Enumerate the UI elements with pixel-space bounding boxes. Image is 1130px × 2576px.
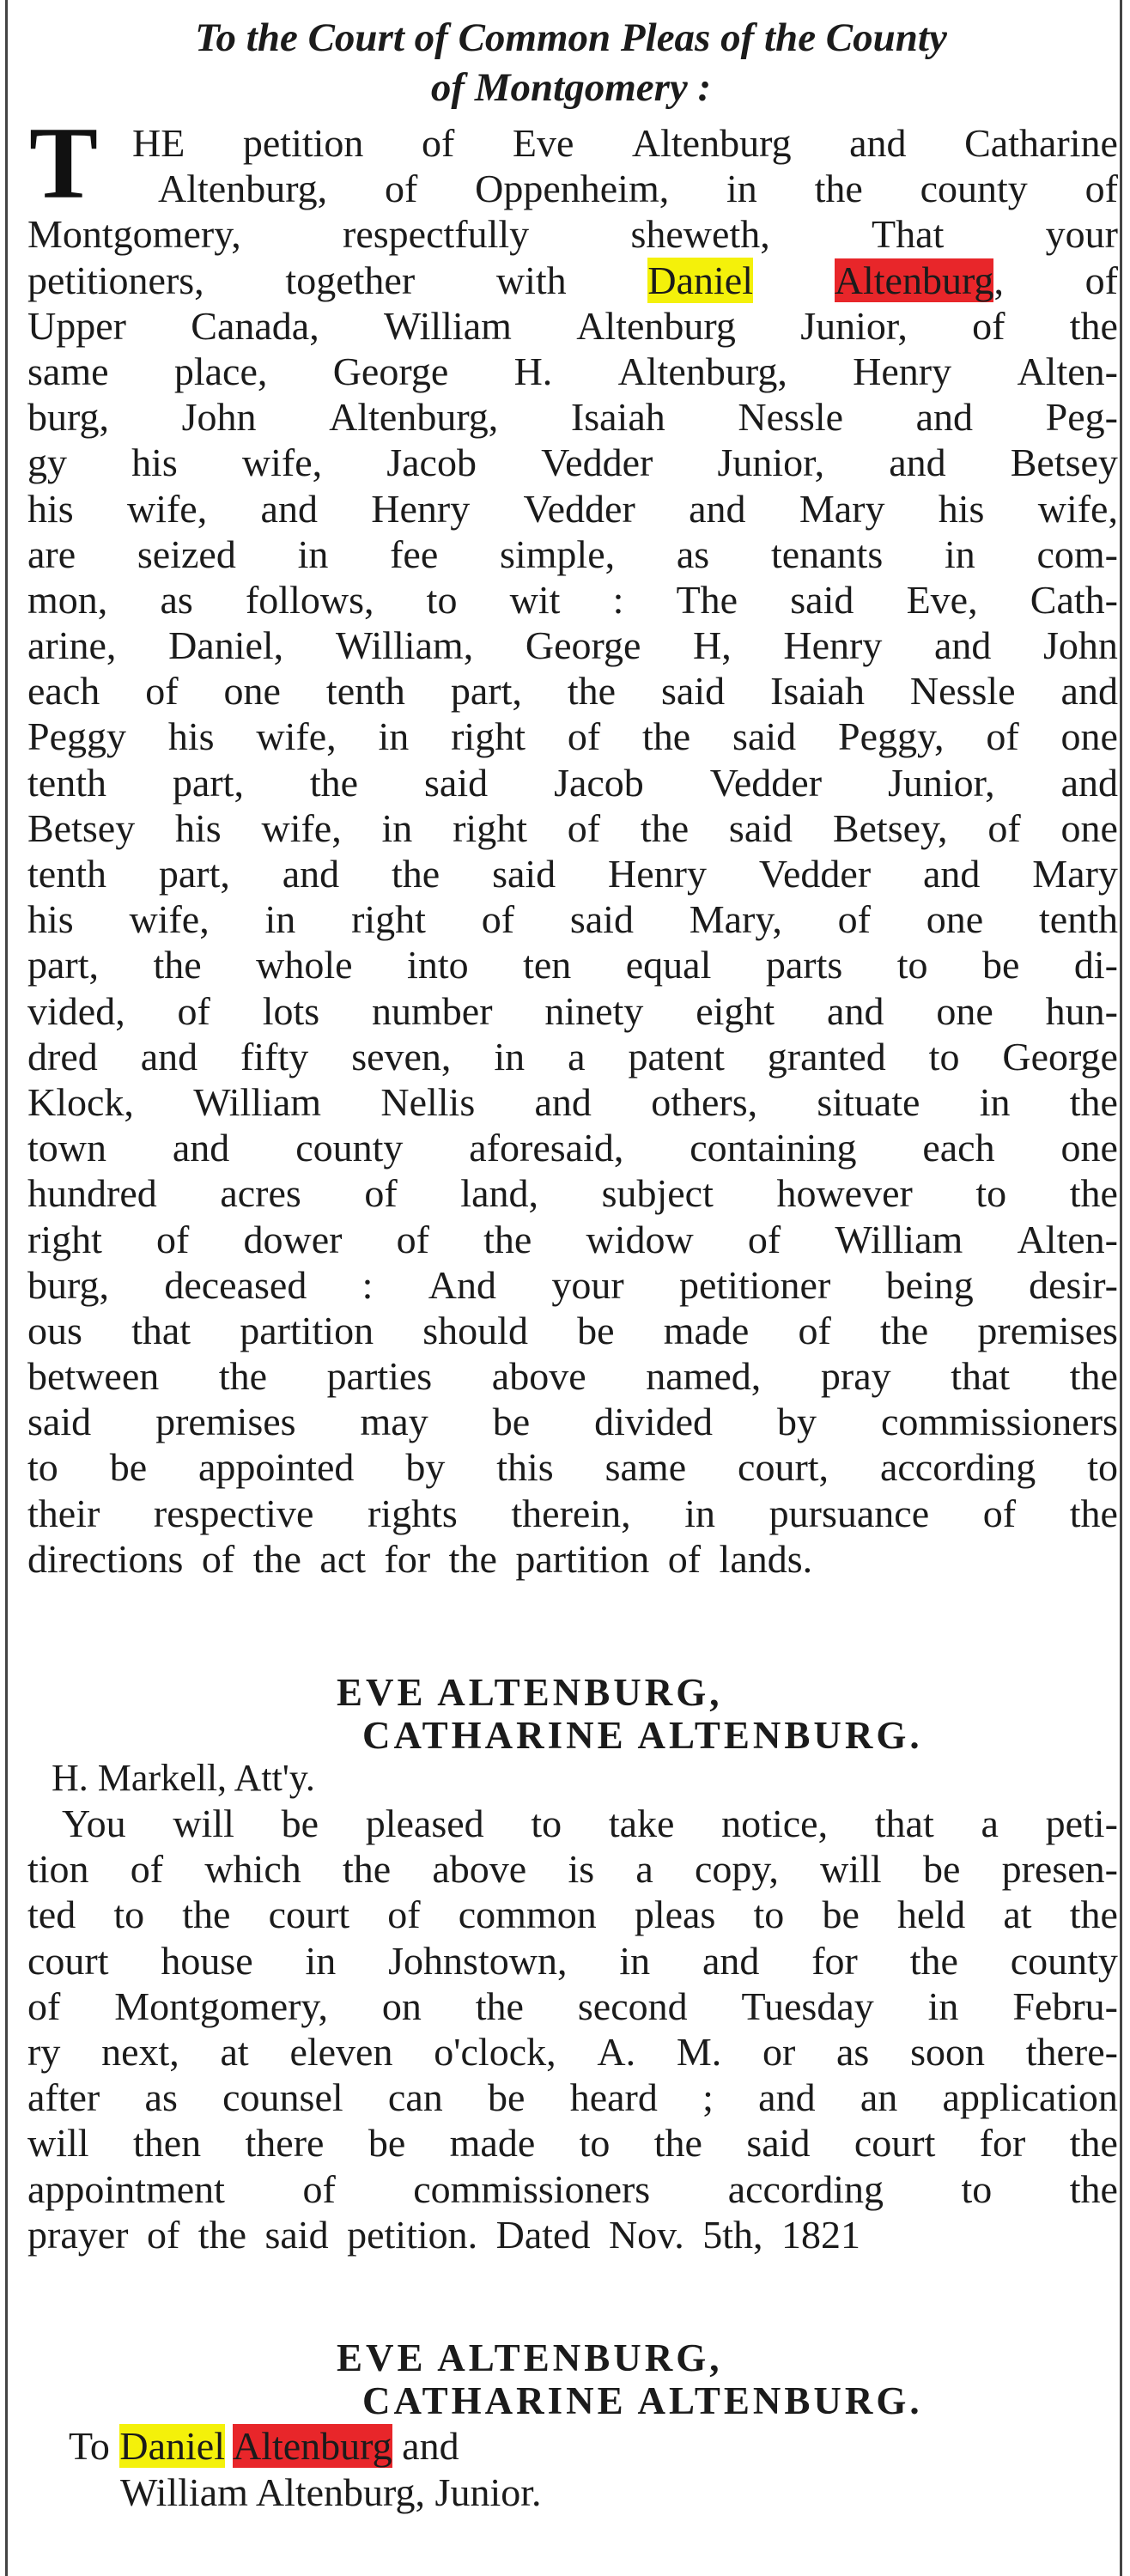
petition-text-line: tenth part, and the said Henry Vedder and Mary [27,852,1118,896]
petitioner-signature-catharine: CATHARINE ALTENBURG. [362,1714,923,1757]
petition-text-line: their respective rights therein, in pursuance of the [27,1491,1118,1535]
petition-text-line: his wife, and Henry Vedder and Mary his wife, [27,486,1118,531]
notice-text-line: court house in Johnstown, in and for the county [27,1938,1118,1983]
petition-text-line: HE petition of Eve Altenburg and Catharine [132,121,1118,165]
drop-cap: T [29,106,99,220]
petition-text-line: tenth part, the said Jacob Vedder Junior, and [27,760,1118,805]
highlighted-first-name: Daniel [119,2424,226,2468]
attorney-line: H. Markell, Att'y. [52,1757,315,1799]
highlighted-last-name: Altenburg [232,2424,392,2468]
addressee-line [69,2423,459,2470]
notice-text-line: prayer of the said petition. Dated Nov. 5th, 1821 [27,2212,860,2257]
notice-text-line: appointment of commissioners according to the [27,2166,1118,2211]
petition-text-line: Betsey his wife, in right of the said Betsey, of one [27,805,1118,850]
petition-text-line: his wife, in right of said Mary, of one tenth [27,897,1118,942]
petition-text-line: between the parties above named, pray that the [27,1354,1118,1399]
notice-text-line: ted to the court of common pleas to be held at the [27,1893,1118,1937]
highlighted-first-name: Daniel [647,258,754,302]
petition-text-line: part, the whole into ten equal parts to be di- [27,943,1118,987]
petition-text-line: Montgomery, respectfully sheweth, That your [27,212,1118,257]
petition-text-line: gy his wife, Jacob Vedder Junior, and Betsey [27,440,1118,485]
petition-text-line: vided, of lots number ninety eight and one hun- [27,988,1118,1033]
petition-text-line: right of dower of the widow of William Alten- [27,1217,1118,1261]
notice-signature-catharine: CATHARINE ALTENBURG. [362,2379,923,2422]
addressee-conjunction: and [402,2424,459,2468]
petition-text-line: said premises may be divided by commissioners [27,1400,1118,1444]
notice-signature-eve: EVE ALTENBURG, [337,2336,723,2379]
notice-text-line: of Montgomery, on the second Tuesday in Febru- [27,1984,1118,2028]
petition-text-line: ous that partition should be made of the premises [27,1308,1118,1352]
petition-text-line: town and county aforesaid, containing each one [27,1126,1118,1170]
column-rule-left [5,0,8,2576]
notice-text-line: You will be pleased to take notice, that a peti- [62,1801,1118,1845]
petitioner-signature-eve: EVE ALTENBURG, [337,1671,723,1714]
notice-body [27,1801,1118,2257]
petition-text-line: each of one tenth part, the said Isaiah Nessle and [27,669,1118,714]
petition-text-line: are seized in fee simple, as tenants in com- [27,532,1118,576]
notice-title: To the Court of Common Pleas of the County [195,15,947,60]
notice-text-line: ry next, at eleven o'clock, A. M. or as soon there- [27,2029,1118,2074]
petition-text-line: Upper Canada, William Altenburg Junior, of the [27,303,1118,348]
notice-title-continued: of Montgomery : [430,65,712,110]
addressee-prefix: To [69,2424,110,2468]
notice-text-line: tion of which the above is a copy, will be presen- [27,1847,1118,1892]
petition-text-line: same place, George H. Altenburg, Henry Alten- [27,349,1118,393]
petition-text-line: Altenburg, of Oppenheim, in the county of [158,167,1118,211]
petition-text-line: burg, deceased : And your petitioner being desir- [27,1262,1118,1307]
petition-text-line: hundred acres of land, subject however to the [27,1171,1118,1216]
petition-text-line: burg, John Altenburg, Isaiah Nessle and Peg- [27,395,1118,440]
notice-text-line: after as counsel can be heard ; and an application [27,2075,1118,2120]
petition-text-line: arine, Daniel, William, George H, Henry and John [27,623,1118,668]
column-rule-right [1120,0,1122,2576]
petition-body [27,106,1118,1582]
petition-text-line: to be appointed by this same court, according to [27,1445,1118,1490]
petition-text-line: mon, as follows, to wit : The said Eve, Cath- [27,577,1118,622]
notice-text-line: will then there be made to the said court for the [27,2121,1118,2166]
petition-text-line: Klock, William Nellis and others, situate in the [27,1079,1118,1124]
addressee-second-line: William Altenburg, Junior. [120,2470,542,2514]
petition-text-line: Peggy his wife, in right of the said Peggy, of one [27,714,1118,759]
petition-text-line: petitioners, together with Daniel Altenburg, of [27,258,1118,302]
petition-text-line: directions of the act for the partition of lands. [27,1536,813,1581]
petition-text-line: dred and fifty seven, in a patent granted to George [27,1034,1118,1078]
highlighted-last-name: Altenburg [834,258,994,302]
